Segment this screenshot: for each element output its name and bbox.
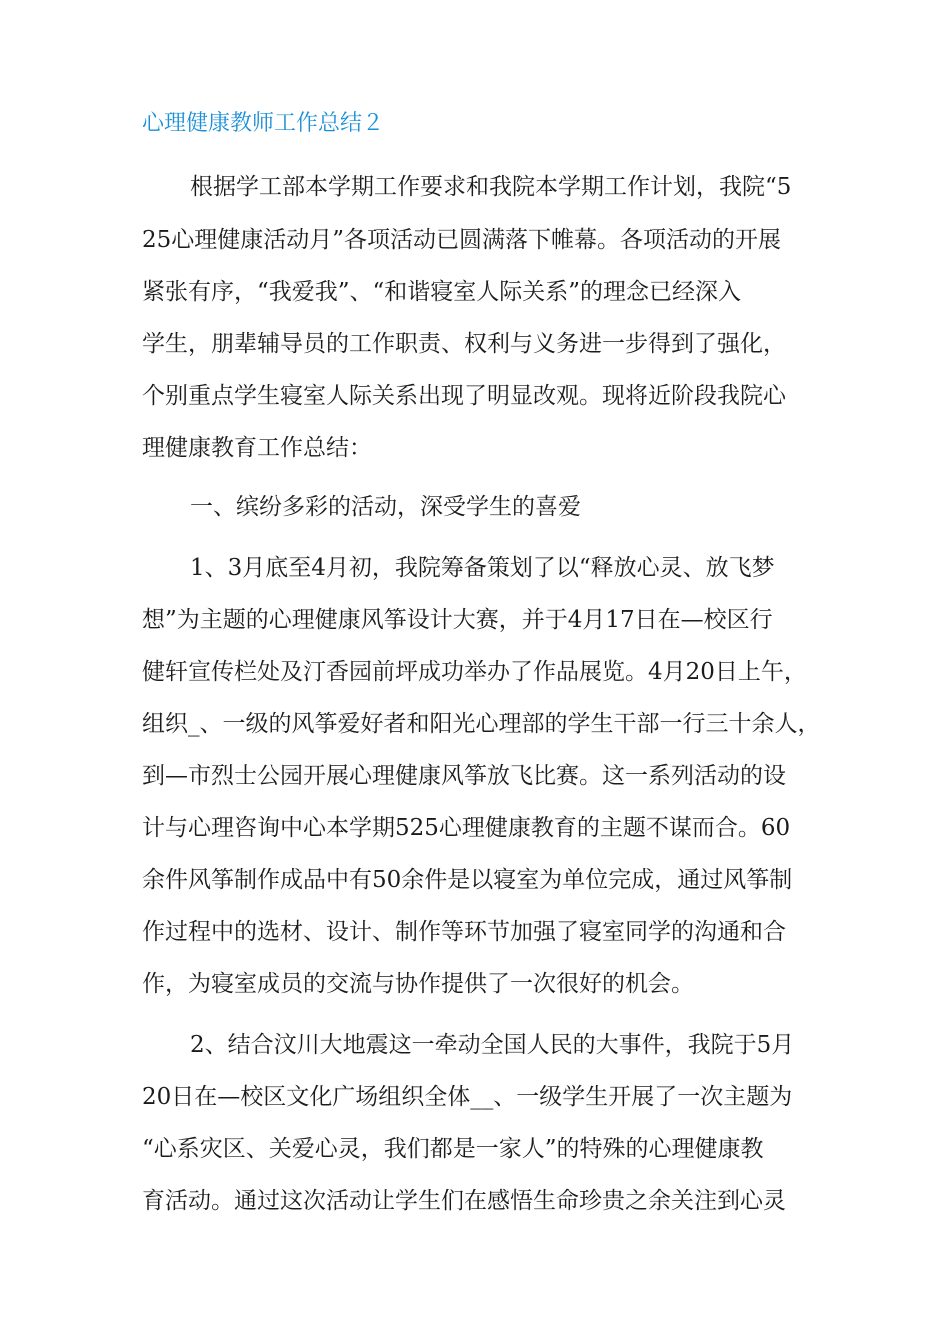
paragraph-line: 2、结合汶川大地震这一牵动全国人民的大事件，我院于5月 [190, 1032, 795, 1058]
paragraph-line: 25心理健康活动月”各项活动已圆满落下帷幕。各项活动的开展 [142, 227, 782, 253]
paragraph-line: 个别重点学生寝室人际关系出现了明显改观。现将近阶段我院心 [142, 383, 786, 409]
paragraph-line: “心系灾区、关爱心灵，我们都是一家人”的特殊的心理健康教 [142, 1136, 764, 1162]
paragraph-line: 理健康教育工作总结： [142, 435, 372, 461]
paragraph-line: 20日在—校区文化广场组织全体__、一级学生开展了一次主题为 [142, 1084, 793, 1110]
paragraph-line: 育活动。通过这次活动让学生们在感悟生命珍贵之余关注到心灵 [142, 1188, 786, 1214]
paragraph-line: 计与心理咨询中心本学期525心理健康教育的主题不谋而合。60 [142, 815, 791, 841]
paragraph-line: 学生，朋辈辅导员的工作职责、权利与义务进一步得到了强化， [142, 331, 786, 357]
paragraph-line: 余件风筝制作成品中有50余件是以寝室为单位完成，通过风筝制 [142, 867, 793, 893]
paragraph-line: 作，为寝室成员的交流与协作提供了一次很好的机会。 [142, 971, 694, 997]
paragraph-line: 1、3月底至4月初，我院筹备策划了以“释放心灵、放飞梦 [190, 555, 775, 581]
paragraph-line: 根据学工部本学期工作要求和我院本学期工作计划，我院“5 [190, 174, 792, 200]
paragraph-line: 健轩宣传栏处及汀香园前坪成功举办了作品展览。4月20日上午， [142, 659, 807, 685]
paragraph-line: 想”为主题的心理健康风筝设计大赛，并于4月17日在—校区行 [142, 607, 773, 633]
paragraph-line: 作过程中的选材、设计、制作等环节加强了寝室同学的沟通和合 [142, 919, 786, 945]
paragraph-line: 组织_、一级的风筝爱好者和阳光心理部的学生干部一行三十余人， [142, 711, 821, 737]
paragraph-line: 紧张有序，“我爱我”、“和谐寝室人际关系”的理念已经深入 [142, 279, 742, 305]
document-title: 心理健康教师工作总结２ [142, 111, 385, 136]
paragraph-line: 到—市烈士公园开展心理健康风筝放飞比赛。这一系列活动的设 [142, 763, 786, 789]
section-heading: 一、缤纷多彩的活动，深受学生的喜爱 [190, 494, 581, 520]
